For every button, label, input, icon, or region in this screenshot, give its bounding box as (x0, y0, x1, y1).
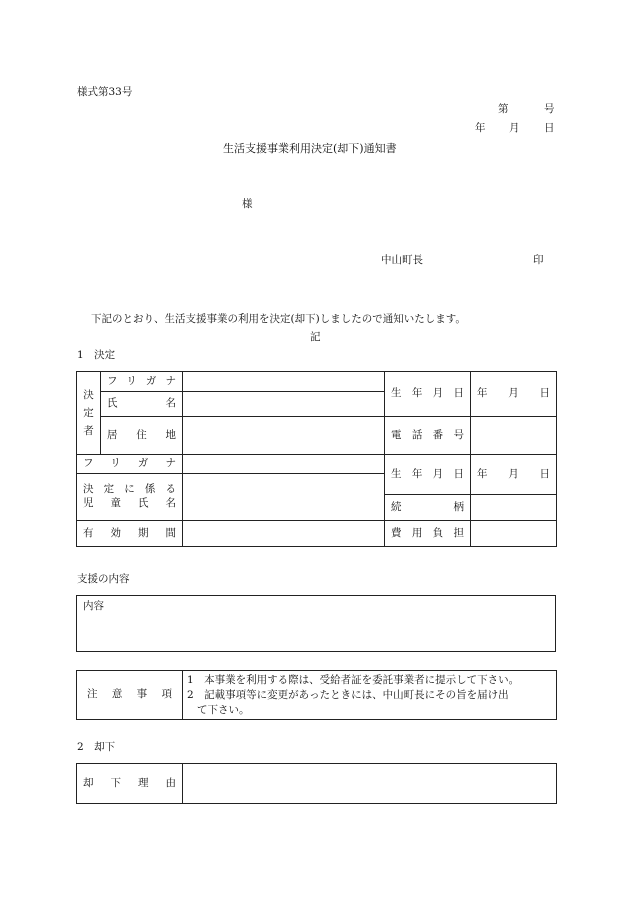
furigana-field[interactable] (183, 372, 385, 392)
form-number: 様式第33号 (77, 86, 133, 98)
cost-burden-label: 費用負担 (385, 521, 471, 547)
notes-label: 注意事項 (77, 671, 183, 720)
support-heading: 支援の内容 (77, 573, 130, 585)
addressee-suffix: 様 (242, 198, 253, 210)
support-content-box[interactable] (76, 595, 556, 652)
support-content-label: 内容 (83, 600, 104, 612)
rejection-reason-label: 却下理由 (77, 764, 183, 804)
birthdate-field[interactable]: 年 月 日 (471, 372, 557, 417)
child-name-field[interactable] (183, 474, 385, 521)
rejection-reason-field[interactable] (183, 764, 557, 804)
decider-label: 決 定 者 (77, 372, 101, 455)
notes-content (183, 671, 557, 720)
child-name-label: 決定に係る 児童氏名 (77, 474, 183, 521)
name-label: 氏 名 (101, 392, 183, 417)
rejection-table (76, 763, 557, 804)
issuer-name: 中山町長 (381, 254, 423, 266)
date-month: 月 (509, 122, 520, 134)
notes-item-2-cont: て下さい。 (197, 703, 250, 716)
date-year: 年 (475, 122, 486, 134)
section1-heading: 1 決定 (77, 349, 116, 361)
ki-heading: 記 (310, 331, 321, 343)
seal-mark: 印 (533, 254, 544, 266)
address-field[interactable] (183, 417, 385, 455)
document-title: 生活支援事業利用決定(却下)通知書 (223, 142, 397, 155)
doc-number-gou: 号 (544, 103, 555, 115)
date-day: 日 (544, 122, 555, 134)
address-label: 居住地 (101, 417, 183, 455)
decision-table (76, 371, 557, 547)
section2-heading: 2 却下 (77, 741, 116, 753)
cost-burden-field[interactable] (471, 521, 557, 547)
phone-label: 電話番号 (385, 417, 471, 455)
child-birthdate-field[interactable]: 年 月 日 (471, 455, 557, 495)
name-field[interactable] (183, 392, 385, 417)
child-furigana-label: フリガナ (77, 455, 183, 474)
notes-item-2: 2 記載事項等に変更があったときには、中山町長にその旨を届け出 (187, 688, 509, 701)
relationship-field[interactable] (471, 495, 557, 521)
furigana-label: フリガナ (101, 372, 183, 392)
doc-number-dai: 第 (498, 103, 509, 115)
notes-item-1: 1 本事業を利用する際は、受給者証を委託事業者に提示して下さい。 (187, 673, 520, 686)
child-birthdate-label: 生年月日 (385, 455, 471, 495)
birthdate-label: 生年月日 (385, 372, 471, 417)
valid-period-label: 有効期間 (77, 521, 183, 547)
child-furigana-field[interactable] (183, 455, 385, 474)
relationship-label: 続 柄 (385, 495, 471, 521)
notes-table (76, 670, 557, 720)
body-text: 下記のとおり、生活支援事業の利用を決定(却下)しましたので通知いたします。 (91, 313, 466, 325)
phone-field[interactable] (471, 417, 557, 455)
valid-period-field[interactable] (183, 521, 385, 547)
